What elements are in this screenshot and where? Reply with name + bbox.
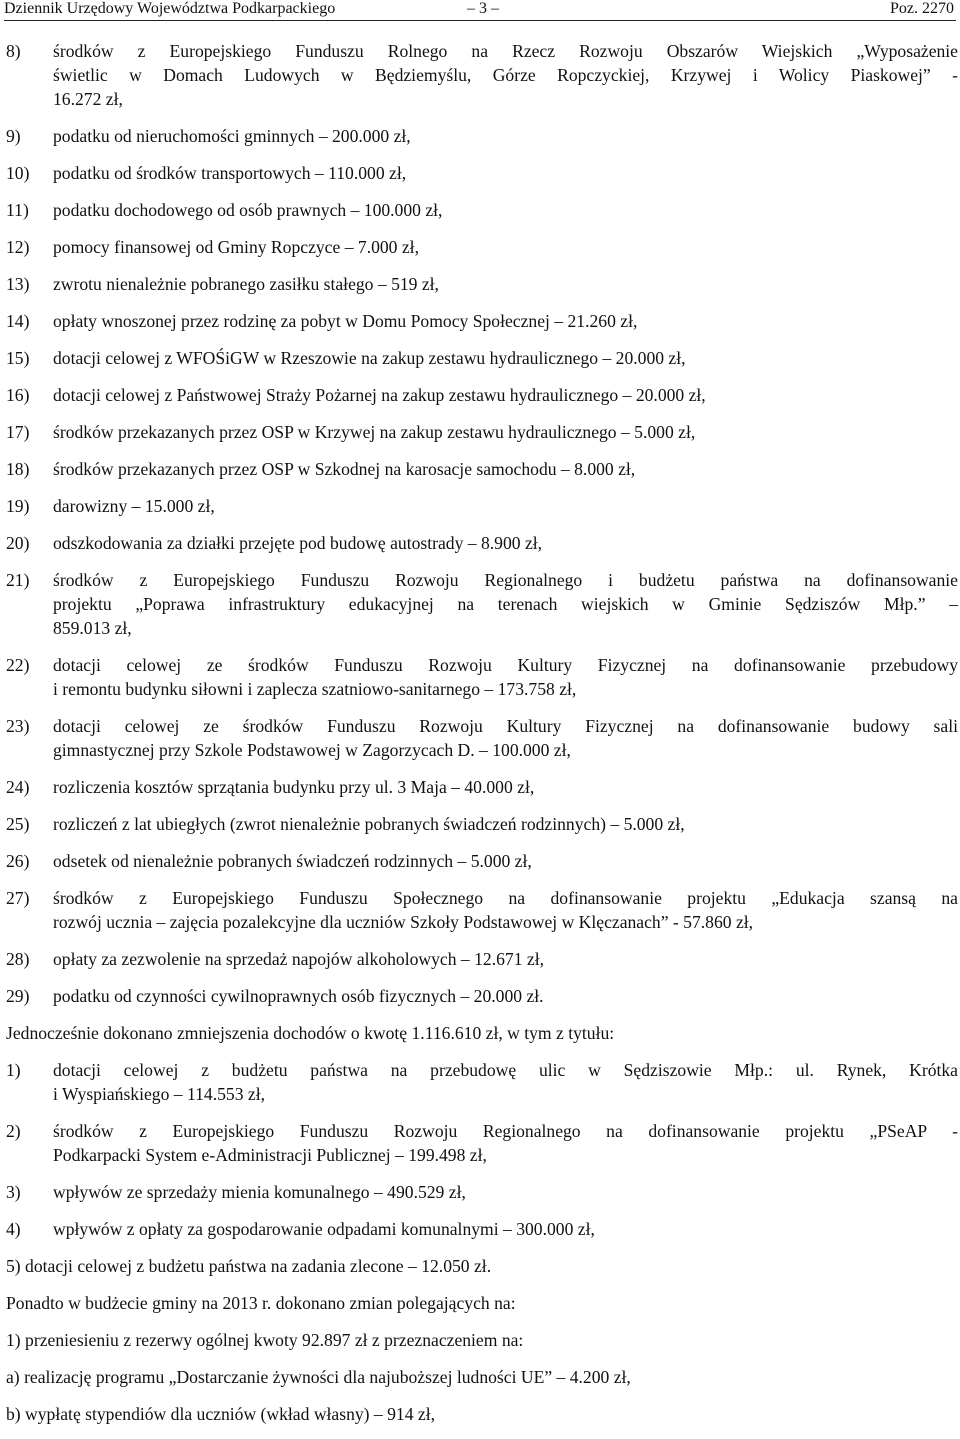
item-text-line: 859.013 zł, bbox=[53, 618, 132, 638]
income-item bbox=[6, 714, 958, 762]
item-number: 4) bbox=[6, 1219, 21, 1239]
item-number: 15) bbox=[6, 348, 30, 368]
item-text-line: i remontu budynku siłowni i zaplecza szatniowo-sanitarnego – 173.758 zł, bbox=[53, 679, 577, 699]
item-text-line: dotacji celowej z Państwowej Straży Pożarnej na zakup zestawu hydraulicznego – 20.000 zł, bbox=[53, 385, 706, 405]
income-item bbox=[6, 383, 958, 407]
item-text-line: środków z Europejskiego Funduszu Rolnego na Rzecz Rozwoju Obszarów Wiejskich „Wyposażenie bbox=[53, 41, 958, 61]
item-text-line: rozwój ucznia – zajęcia pozalekcyjne dla uczniów Szkoły Podstawowej w Klęczanach” - 57.860 zł, bbox=[53, 912, 754, 932]
item-number: 27) bbox=[6, 888, 30, 908]
item-number: 11) bbox=[6, 200, 29, 220]
item-number: 28) bbox=[6, 949, 30, 969]
item-text-line: środków z Europejskiego Funduszu Rozwoju Regionalnego i budżetu państwa na dofinansowanie bbox=[53, 570, 958, 590]
item-text-line: podatku od czynności cywilnoprawnych osób fizycznych – 20.000 zł. bbox=[53, 986, 544, 1006]
item-text-line: podatku od środków transportowych – 110.000 zł, bbox=[53, 163, 407, 183]
item-number: 21) bbox=[6, 570, 30, 590]
reduction-item bbox=[6, 1058, 958, 1106]
item-number: 2) bbox=[6, 1121, 21, 1141]
reduction-item bbox=[6, 1217, 958, 1241]
income-item bbox=[6, 984, 958, 1008]
income-item bbox=[6, 775, 958, 799]
item-text-line: projektu „Poprawa infrastruktury edukacyjnej na terenach wiejskich w Gminie Sędziszów Młp.” – bbox=[53, 594, 958, 614]
closing-line: b) wypłatę stypendiów dla uczniów (wkład własny) – 914 zł, bbox=[6, 1404, 435, 1424]
income-item bbox=[6, 198, 958, 222]
income-item bbox=[6, 420, 958, 444]
item-number: 10) bbox=[6, 163, 30, 183]
income-item bbox=[6, 812, 958, 836]
reduction-item bbox=[6, 1180, 958, 1204]
item-number: 18) bbox=[6, 459, 30, 479]
income-item bbox=[6, 653, 958, 701]
income-item bbox=[6, 531, 958, 555]
item-text-line: pomocy finansowej od Gminy Ropczyce – 7.000 zł, bbox=[53, 237, 419, 257]
item-text-line: dotacji celowej z budżetu państwa na przebudowę ulic w Sędziszowie Młp.: ul. Rynek, Krótka bbox=[53, 1060, 958, 1080]
item-text-line: i Wyspiańskiego – 114.553 zł, bbox=[53, 1084, 266, 1104]
item-text-line: podatku od nieruchomości gminnych – 200.000 zł, bbox=[53, 126, 411, 146]
income-item bbox=[6, 161, 958, 185]
item-text-line: środków przekazanych przez OSP w Szkodnej na karosacje samochodu – 8.000 zł, bbox=[53, 459, 636, 479]
income-item bbox=[6, 346, 958, 370]
item-number: 25) bbox=[6, 814, 30, 834]
item-text-line: Podkarpacki System e-Administracji Publicznej – 199.498 zł, bbox=[53, 1145, 487, 1165]
item-number: 14) bbox=[6, 311, 30, 331]
closing-line: 5) dotacji celowej z budżetu państwa na zadania zlecone – 12.050 zł. bbox=[6, 1256, 492, 1276]
item-text-line: rozliczenia kosztów sprzątania budynku przy ul. 3 Maja – 40.000 zł, bbox=[53, 777, 535, 797]
income-item bbox=[6, 849, 958, 873]
income-item bbox=[6, 235, 958, 259]
item-text-line: środków przekazanych przez OSP w Krzywej na zakup zestawu hydraulicznego – 5.000 zł, bbox=[53, 422, 696, 442]
item-number: 1) bbox=[6, 1060, 21, 1080]
income-item bbox=[6, 947, 958, 971]
item-text-line: odszkodowania za działki przejęte pod budowę autostrady – 8.900 zł, bbox=[53, 533, 543, 553]
income-list bbox=[6, 39, 958, 1008]
closing-line: a) realizację programu „Dostarczanie żywności dla najuboższej ludności UE” – 4.200 zł, bbox=[6, 1367, 631, 1387]
item-text-line: środków z Europejskiego Funduszu Rozwoju Regionalnego na dofinansowanie projektu „PSeAP - bbox=[53, 1121, 958, 1141]
item-text-line: rozliczeń z lat ubiegłych (zwrot nienależnie pobranych świadczeń rodzinnych) – 5.000 zł, bbox=[53, 814, 685, 834]
reduction-item bbox=[6, 1119, 958, 1167]
income-item bbox=[6, 309, 958, 333]
item-text-line: dotacji celowej z WFOŚiGW w Rzeszowie na zakup zestawu hydraulicznego – 20.000 zł, bbox=[53, 348, 686, 368]
document-body bbox=[6, 39, 958, 1439]
position-number: Poz. 2270 bbox=[890, 0, 954, 17]
item-text-line: darowizny – 15.000 zł, bbox=[53, 496, 215, 516]
reduction-intro: Jednocześnie dokonano zmniejszenia dochodów o kwotę 1.116.610 zł, w tym z tytułu: bbox=[6, 1023, 615, 1043]
item-text-line: dotacji celowej ze środków Funduszu Rozwoju Kultury Fizycznej na dofinansowanie przebudowy bbox=[53, 655, 958, 675]
item-number: 8) bbox=[6, 41, 21, 61]
item-text-line: zwrotu nienależnie pobranego zasiłku stałego – 519 zł, bbox=[53, 274, 439, 294]
item-number: 16) bbox=[6, 385, 30, 405]
item-number: 13) bbox=[6, 274, 30, 294]
item-text-line: odsetek od nienależnie pobranych świadczeń rodzinnych – 5.000 zł, bbox=[53, 851, 532, 871]
item-text-line: środków z Europejskiego Funduszu Społecznego na dofinansowanie projektu „Edukacja szansą na bbox=[53, 888, 958, 908]
item-text-line: świetlic w Domach Ludowych w Będziemyślu, Górze Ropczyckiej, Krzywej i Wolicy Piaskowej” - bbox=[53, 65, 958, 85]
income-item bbox=[6, 272, 958, 296]
income-item bbox=[6, 494, 958, 518]
item-text-line: opłaty wnoszonej przez rodzinę za pobyt w Domu Pomocy Społecznej – 21.260 zł, bbox=[53, 311, 638, 331]
income-item bbox=[6, 124, 958, 148]
item-number: 29) bbox=[6, 986, 30, 1006]
item-number: 9) bbox=[6, 126, 21, 146]
item-number: 17) bbox=[6, 422, 30, 442]
item-number: 12) bbox=[6, 237, 30, 257]
item-number: 24) bbox=[6, 777, 30, 797]
income-item bbox=[6, 886, 958, 934]
closing-paragraphs bbox=[6, 1254, 958, 1426]
item-text-line: opłaty za zezwolenie na sprzedaż napojów alkoholowych – 12.671 zł, bbox=[53, 949, 544, 969]
item-number: 3) bbox=[6, 1182, 21, 1202]
page-header bbox=[4, 0, 956, 21]
item-text-line: gimnastycznej przy Szkole Podstawowej w Zagorzycach D. – 100.000 zł, bbox=[53, 740, 571, 760]
item-number: 26) bbox=[6, 851, 30, 871]
reduction-list bbox=[6, 1058, 958, 1241]
journal-title: Dziennik Urzędowy Województwa Podkarpackiego bbox=[4, 0, 336, 17]
item-text-line: dotacji celowej ze środków Funduszu Rozwoju Kultury Fizycznej na dofinansowanie budowy sali bbox=[53, 716, 958, 736]
closing-line: 1) przeniesieniu z rezerwy ogólnej kwoty 92.897 zł z przeznaczeniem na: bbox=[6, 1330, 524, 1350]
page-number: – 3 – bbox=[467, 0, 499, 17]
item-text-line: wpływów ze sprzedaży mienia komunalnego – 490.529 zł, bbox=[53, 1182, 466, 1202]
income-item bbox=[6, 457, 958, 481]
item-number: 19) bbox=[6, 496, 30, 516]
income-item bbox=[6, 568, 958, 640]
item-number: 20) bbox=[6, 533, 30, 553]
item-number: 23) bbox=[6, 716, 30, 736]
closing-line: Ponadto w budżecie gminy na 2013 r. dokonano zmian polegających na: bbox=[6, 1293, 516, 1313]
item-text-line: 16.272 zł, bbox=[53, 89, 123, 109]
item-text-line: podatku dochodowego od osób prawnych – 100.000 zł, bbox=[53, 200, 443, 220]
item-text-line: wpływów z opłaty za gospodarowanie odpadami komunalnymi – 300.000 zł, bbox=[53, 1219, 595, 1239]
income-item bbox=[6, 39, 958, 111]
item-number: 22) bbox=[6, 655, 30, 675]
